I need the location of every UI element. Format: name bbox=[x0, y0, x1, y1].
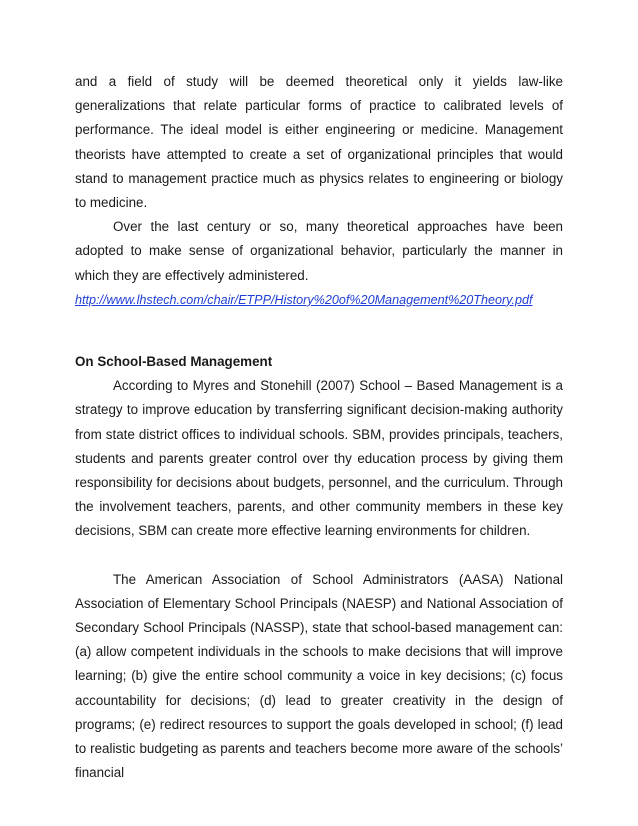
document-body bbox=[75, 70, 563, 785]
section-heading: On School-Based Management bbox=[75, 354, 273, 370]
source-link[interactable]: http://www.lhstech.com/chair/ETPP/History%20of%20Management%20Theory.pdf bbox=[75, 292, 533, 307]
paragraph-aasa-statement: The American Association of School Administrators (AASA) National Association of Elementary School Principals (NAESP) and National Association of Secondary School Principals (NASSP), state that school-based management can: (a) allow competent individuals in the schools to make decisions that will improve learning; (b) give the entire school community a voice in key decisions; (c) focus accountability for decisions; (d) lead to greater creativity in the design of programs; (e) redirect resources to support the goals developed in school; (f) lead to realistic budgeting as parents and teachers become more aware of the schools’ financial bbox=[75, 571, 563, 781]
paragraph-theory-definition: and a field of study will be deemed theoretical only it yields law-like generalizations that relate particular forms of practice to calibrated levels of performance. The ideal model is either engineering or medicine. Management theorists have attempted to create a set of organizational principles that would stand to management practice much as physics relates to engineering or biology to medicine. bbox=[75, 74, 563, 211]
paragraph-sbm-definition: According to Myres and Stonehill (2007) School – Based Management is a strategy to improve education by transferring significant decision-making authority from state district offices to individual schools. SBM, provides principals, teachers, students and parents greater control over thy education process by giving them responsibility for decisions about budgets, personnel, and the curriculum. Through the involvement teachers, parents, and other community members in these key decisions, SBM can create more effective learning environments for children. bbox=[75, 378, 563, 539]
paragraph-theoretical-approaches: Over the last century or so, many theoretical approaches have been adopted to make sense of organizational behavior, particularly the manner in which they are effectively administered. bbox=[75, 219, 563, 283]
